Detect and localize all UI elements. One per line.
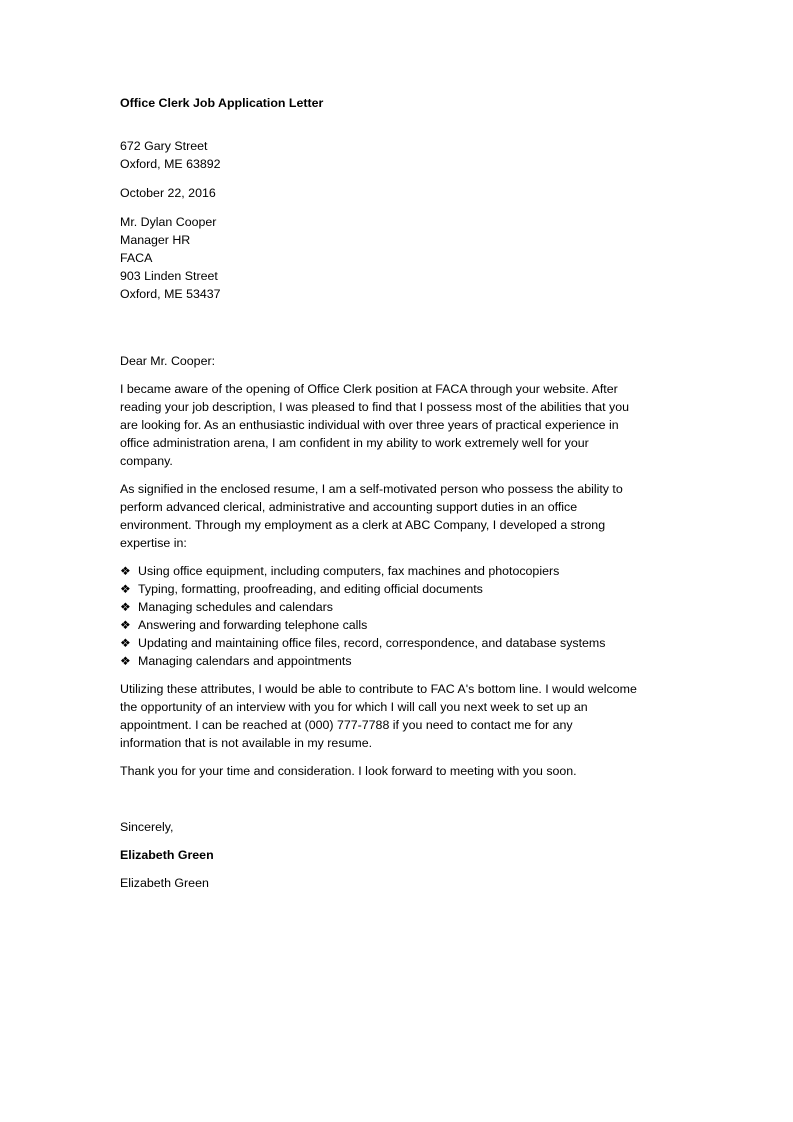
recipient-company: FACA: [120, 251, 153, 265]
letter-body: [120, 94, 680, 902]
paragraph-line: As signified in the enclosed resume, I am a self-motivated person who possess the ability to: [120, 482, 623, 496]
list-item-text: Typing, formatting, proofreading, and editing official documents: [138, 582, 483, 596]
diamond-bullet-icon: ❖: [120, 636, 131, 650]
paragraph-line: Thank you for your time and consideration. I look forward to meeting with you soon.: [120, 764, 577, 778]
list-item: [120, 562, 680, 580]
recipient-city: Oxford, ME 53437: [120, 287, 221, 301]
diamond-bullet-icon: ❖: [120, 600, 131, 614]
list-item-text: Managing schedules and calendars: [138, 600, 333, 614]
list-item: [120, 598, 680, 616]
list-item: [120, 616, 680, 634]
paragraph-line: I became aware of the opening of Office Clerk position at FACA through your website. After: [120, 382, 618, 396]
diamond-bullet-icon: ❖: [120, 582, 131, 596]
list-item-text: Answering and forwarding telephone calls: [138, 618, 368, 632]
sender-street: 672 Gary Street: [120, 139, 208, 153]
salutation-text: Dear Mr. Cooper:: [120, 354, 216, 368]
spacer: [120, 790, 680, 818]
recipient-title: Manager HR: [120, 233, 191, 247]
paragraph-line: office administration arena, I am confident in my ability to work extremely well for your: [120, 436, 589, 450]
list-item: [120, 634, 680, 652]
recipient-name: Mr. Dylan Cooper: [120, 215, 217, 229]
signature-plain-name: [120, 874, 680, 892]
paragraph-thanks: [120, 762, 680, 780]
diamond-bullet-icon: ❖: [120, 564, 131, 578]
letter-title: Office Clerk Job Application Letter: [120, 96, 324, 110]
paragraph-qualifications: [120, 480, 680, 552]
paragraph-line: information that is not available in my resume.: [120, 736, 373, 750]
date-text: October 22, 2016: [120, 186, 216, 200]
list-item-text: Using office equipment, including computers, fax machines and photocopiers: [138, 564, 560, 578]
paragraph-line: are looking for. As an enthusiastic individual with over three years of practical experience in: [120, 418, 619, 432]
paragraph-line: Utilizing these attributes, I would be able to contribute to FAC A's bottom line. I would welcome: [120, 682, 637, 696]
paragraph-line: expertise in:: [120, 536, 187, 550]
signature-text: Elizabeth Green: [120, 876, 209, 890]
salutation: [120, 352, 680, 370]
paragraph-line: the opportunity of an interview with you for which I will call you next week to set up an: [120, 700, 588, 714]
diamond-bullet-icon: ❖: [120, 618, 131, 632]
sender-city: Oxford, ME 63892: [120, 157, 221, 171]
closing: [120, 818, 680, 836]
paragraph-line: environment. Through my employment as a clerk at ABC Company, I developed a strong: [120, 518, 606, 532]
letter-date: [120, 184, 680, 202]
list-item: [120, 580, 680, 598]
paragraph-contact: [120, 680, 680, 752]
recipient-street: 903 Linden Street: [120, 269, 218, 283]
skills-list: [120, 562, 680, 670]
sender-address: [120, 137, 680, 173]
paragraph-intro: [120, 380, 680, 470]
spacer: [120, 314, 680, 352]
list-item-text: Managing calendars and appointments: [138, 654, 352, 668]
diamond-bullet-icon: ❖: [120, 654, 131, 668]
list-item-text: Updating and maintaining office files, record, correspondence, and database systems: [138, 636, 606, 650]
paragraph-line: appointment. I can be reached at (000) 777-7788 if you need to contact me for any: [120, 718, 573, 732]
paragraph-line: perform advanced clerical, administrative and accounting support duties in an office: [120, 500, 578, 514]
signature-bold-name: Elizabeth Green: [120, 848, 214, 862]
list-item: [120, 652, 680, 670]
paragraph-line: company.: [120, 454, 173, 468]
recipient-address: [120, 213, 680, 303]
paragraph-line: reading your job description, I was pleased to find that I possess most of the abilities that you: [120, 400, 629, 414]
closing-text: Sincerely,: [120, 820, 174, 834]
